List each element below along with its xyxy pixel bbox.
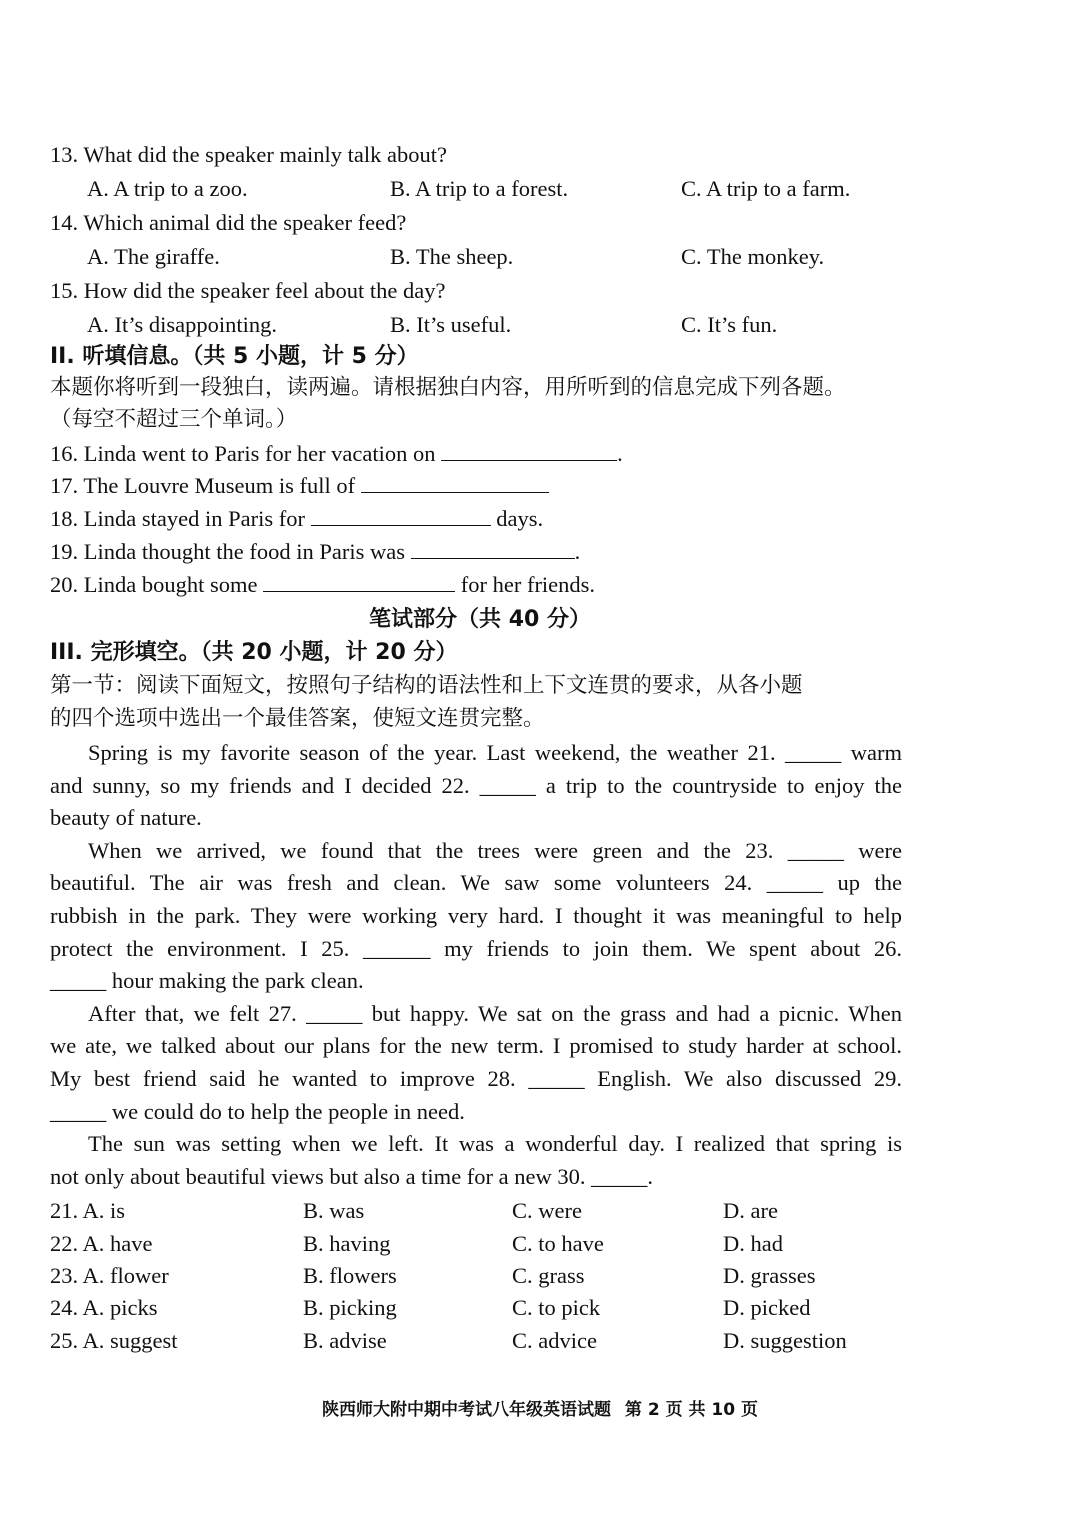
- question-20-text: 20. Linda bought some: [50, 572, 258, 597]
- answer-blank-17[interactable]: [361, 472, 549, 493]
- question-15-option-c: C. It’s fun.: [681, 312, 778, 337]
- question-15-stem: 15. How did the speaker feel about the day?: [50, 278, 446, 303]
- passage-p4-line2: not only about beautiful views but also a time for a new 30. _____.: [50, 1163, 654, 1189]
- choice-22-c: C. to have: [512, 1231, 604, 1256]
- cloze-passage: [50, 737, 902, 1193]
- section-2-instruction-line2: （每空不超过三个单词。）: [50, 407, 298, 432]
- passage-p3-line2: we ate, we talked about our plans for the new term. I promised to study harder at school.: [50, 1033, 902, 1059]
- question-20: [50, 569, 595, 601]
- passage-p1-line2: and sunny, so my friends and I decided 22. _____ a trip to the countryside to enjoy the: [50, 772, 902, 798]
- choice-24-c: C. to pick: [512, 1295, 601, 1320]
- passage-p2-line2: beautiful. The air was fresh and clean. We saw some volunteers 24. _____ up the: [50, 870, 902, 896]
- question-14-option-c: C. The monkey.: [681, 244, 825, 269]
- choice-25-b: B. advise: [303, 1328, 387, 1353]
- choice-24-d: D. picked: [723, 1295, 811, 1320]
- question-16-text: 16. Linda went to Paris for her vacation on: [50, 441, 436, 466]
- passage-p2-line3: rubbish in the park. They were working very hard. I thought it was meaningful to help: [50, 902, 902, 928]
- question-13-stem: 13. What did the speaker mainly talk about?: [50, 142, 447, 167]
- passage-p3-line1: After that, we felt 27. _____ but happy. We sat on the grass and had a picnic. When: [88, 1000, 902, 1026]
- question-14-stem: 14. Which animal did the speaker feed?: [50, 210, 407, 235]
- section-3-instruction-line1: 第一节：阅读下面短文，按照句子结构的语法性和上下文连贯的要求，从各小题: [50, 673, 803, 698]
- question-17: [50, 470, 549, 502]
- passage-p2-line5: _____ hour making the park clean.: [50, 968, 364, 994]
- section-3-instruction-line2: 的四个选项中选出一个最佳答案，使短文连贯完整。: [50, 706, 545, 731]
- section-3-heading: III. 完形填空。（共 20 小题，计 20 分）: [50, 640, 458, 665]
- question-15-option-a: A. It’s disappointing.: [87, 312, 277, 337]
- question-13-option-c: C. A trip to a farm.: [681, 176, 851, 201]
- question-16-suffix: .: [617, 441, 623, 466]
- question-13-option-b: B. A trip to a forest.: [390, 176, 569, 201]
- choice-21-a: 21. A. is: [50, 1198, 126, 1223]
- answer-blank-18[interactable]: [311, 505, 491, 526]
- written-part-title: 笔试部分（共 40 分）: [369, 607, 591, 632]
- choice-24-a: 24. A. picks: [50, 1295, 158, 1320]
- passage-p3-line4: _____ we could do to help the people in need.: [50, 1098, 465, 1124]
- passage-p4-line1: The sun was setting when we left. It was a wonderful day. I realized that spring is: [88, 1131, 902, 1157]
- choice-25-d: D. suggestion: [723, 1328, 847, 1353]
- section-2-heading: II. 听填信息。（共 5 小题，计 5 分）: [50, 344, 419, 369]
- choice-24-b: B. picking: [303, 1295, 397, 1320]
- question-14-option-a: A. The giraffe.: [87, 244, 220, 269]
- page-footer: [0, 1395, 1080, 1420]
- choice-21-b: B. was: [303, 1198, 365, 1223]
- answer-blank-16[interactable]: [441, 440, 617, 461]
- choice-23-c: C. grass: [512, 1263, 585, 1288]
- choice-23-b: B. flowers: [303, 1263, 397, 1288]
- footer-exam-name: 陕西师大附中期中考试八年级英语试题: [322, 1400, 611, 1420]
- question-16: [50, 438, 623, 470]
- question-19-suffix: .: [574, 539, 581, 564]
- question-18: [50, 503, 543, 535]
- answer-blank-20[interactable]: [263, 571, 455, 592]
- question-19-text: 19. Linda thought the food in Paris was: [50, 539, 405, 564]
- section-2-instruction-line1: 本题你将听到一段独白，读两遍。请根据独白内容，用所听到的信息完成下列各题。: [50, 375, 846, 400]
- passage-p2-line4: protect the environment. I 25. ______ my friends to join them. We spent about 26.: [50, 935, 902, 961]
- choice-22-d: D. had: [723, 1231, 783, 1256]
- answer-blank-19[interactable]: [411, 538, 575, 559]
- question-15-option-b: B. It’s useful.: [390, 312, 512, 337]
- choice-23-a: 23. A. flower: [50, 1263, 169, 1288]
- question-18-suffix: days.: [496, 506, 544, 531]
- question-13-option-a: A. A trip to a zoo.: [87, 176, 248, 201]
- choice-25-a: 25. A. suggest: [50, 1328, 178, 1353]
- passage-p3-line3: My best friend said he wanted to improve 28. _____ English. We also discussed 29.: [50, 1065, 902, 1091]
- choice-23-d: D. grasses: [723, 1263, 816, 1288]
- choice-25-c: C. advice: [512, 1328, 597, 1353]
- choice-22-b: B. having: [303, 1231, 391, 1256]
- passage-p1-line3: beauty of nature.: [50, 805, 202, 831]
- choice-21-c: C. were: [512, 1198, 582, 1223]
- question-18-text: 18. Linda stayed in Paris for: [50, 506, 305, 531]
- passage-p2-line1: When we arrived, we found that the trees were green and the 23. _____ were: [88, 837, 902, 863]
- choice-22-a: 22. A. have: [50, 1231, 153, 1256]
- footer-page-info: 第 2 页 共 10 页: [624, 1400, 758, 1420]
- question-14-option-b: B. The sheep.: [390, 244, 514, 269]
- question-19: [50, 536, 580, 568]
- question-20-suffix: for her friends.: [460, 572, 596, 597]
- choice-21-d: D. are: [723, 1198, 778, 1223]
- question-17-text: 17. The Louvre Museum is full of: [50, 473, 356, 498]
- passage-p1-line1: Spring is my favorite season of the year. Last weekend, the weather 21. _____ warm: [88, 740, 902, 765]
